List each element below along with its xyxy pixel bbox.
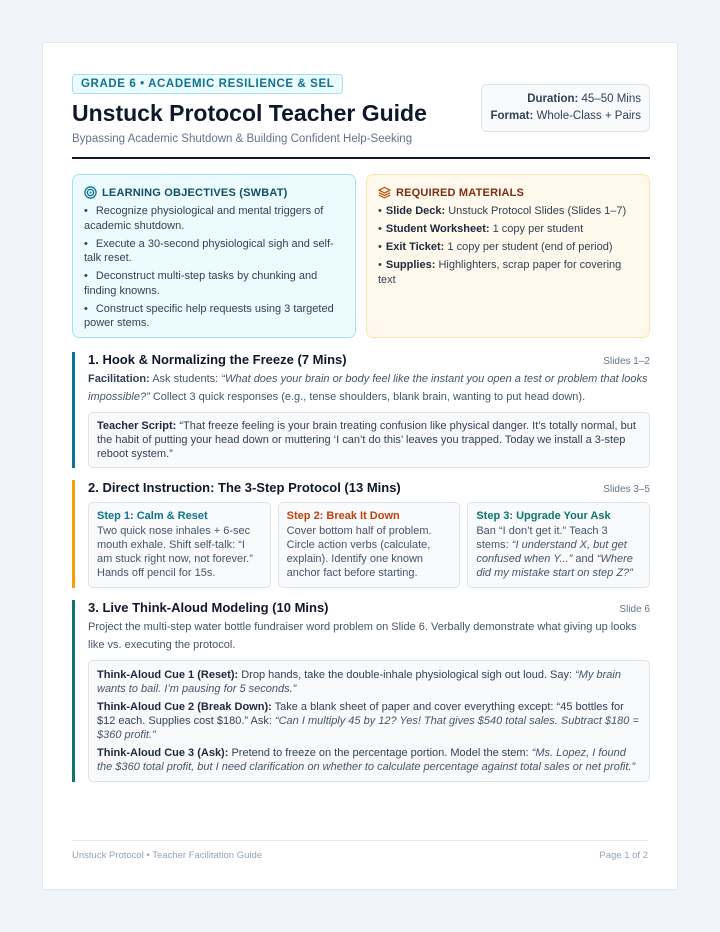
think-aloud-cues-box bbox=[88, 660, 650, 782]
cue-quote: “Ms. Lopez, I found the $360 total profit, but I need clarification on whether to calculate percentage against total sales or net profit.” bbox=[97, 747, 636, 773]
material-label: Slide Deck: bbox=[385, 205, 446, 217]
page-number: Page 1 of 2 bbox=[599, 850, 648, 861]
teacher-script-text: “That freeze feeling is your brain treating confusion like physical danger. It’s totally normal, but the habit of putting your head down or muttering ‘I can’t do this’ leaves you trapped. Today we install a 3-step reboot system.” bbox=[97, 420, 636, 460]
material-item bbox=[378, 222, 638, 237]
page-content bbox=[72, 74, 650, 782]
cue-label: Think-Aloud Cue 1 (Reset): bbox=[97, 669, 239, 681]
format-label: Format: bbox=[490, 110, 534, 122]
document-page bbox=[42, 42, 678, 890]
material-label: Supplies: bbox=[385, 259, 436, 271]
step-body bbox=[476, 524, 641, 580]
step-title: Step 3: Upgrade Your Ask bbox=[476, 510, 611, 522]
section-title: 1. Hook & Normalizing the Freeze (7 Mins) bbox=[88, 352, 347, 367]
cue-text: Take a blank sheet of paper and cover everything except: “45 bottles for $12 each. Supplies cost $180.” Ask: bbox=[97, 701, 624, 727]
format-line bbox=[490, 108, 641, 125]
stem-quote: “Where did my mistake start on step Z?” bbox=[476, 553, 633, 579]
material-item bbox=[378, 258, 638, 287]
teacher-script-label: Teacher Script: bbox=[97, 420, 177, 432]
stem-quote: “I understand X, but get confused when Y...” bbox=[476, 539, 627, 565]
facilitation-quote: “What does your brain or body feel like the instant you open a test or problem that looks impossible?” bbox=[88, 373, 648, 403]
cue-quote: “Can I multiply 45 by 12? Yes! That gives $540 total sales. Subtract $180 = $360 profit.” bbox=[97, 715, 639, 741]
facilitation-instructions: Collect 3 quick responses (e.g., tense shoulders, blank brain, wanting to put head down). bbox=[152, 391, 586, 403]
step-body: Two quick nose inhales + 6-sec mouth exhale. Shift self-talk: “I am stuck right now, not forever.” Hands off pencil for 15s. bbox=[97, 525, 253, 579]
step-title: Step 1: Calm & Reset bbox=[97, 510, 208, 522]
facilitation-label: Facilitation: bbox=[88, 373, 150, 385]
step-card-break-down bbox=[278, 502, 461, 588]
step-title: Step 2: Break It Down bbox=[286, 510, 400, 522]
objective-item: • Construct specific help requests using 3 targeted power stems. bbox=[84, 302, 344, 331]
footer-title: Unstuck Protocol • Teacher Facilitation Guide bbox=[72, 850, 263, 861]
material-text: Highlighters, scrap paper for covering text bbox=[378, 259, 622, 286]
cue-text: Drop hands, take the double-inhale physiological sigh out loud. Say: bbox=[241, 669, 573, 681]
material-item bbox=[378, 240, 638, 255]
section-title: 2. Direct Instruction: The 3-Step Protocol (13 Mins) bbox=[88, 480, 401, 495]
objectives-heading bbox=[84, 186, 344, 199]
duration-line bbox=[490, 91, 641, 108]
step-body: Cover bottom half of problem. Circle action verbs (calculate, explain). Identify one known anchor fact before starting. bbox=[286, 525, 432, 579]
cue-label: Think-Aloud Cue 3 (Ask): bbox=[97, 747, 229, 759]
protocol-steps bbox=[88, 502, 650, 588]
materials-card bbox=[366, 174, 650, 338]
materials-heading-text: REQUIRED MATERIALS bbox=[396, 186, 525, 199]
lesson-meta-box bbox=[481, 84, 650, 132]
teacher-script-box bbox=[88, 412, 650, 468]
cue-label: Think-Aloud Cue 2 (Break Down): bbox=[97, 701, 272, 713]
material-label: Student Worksheet: bbox=[385, 223, 490, 235]
objectives-heading-text: LEARNING OBJECTIVES (SWBAT) bbox=[102, 186, 288, 199]
section-header bbox=[88, 352, 650, 367]
facilitation-text bbox=[88, 370, 650, 406]
think-aloud-cue bbox=[97, 668, 641, 696]
header-divider bbox=[72, 157, 650, 159]
section-header bbox=[88, 600, 650, 615]
material-text: 1 copy per student (end of period) bbox=[447, 241, 613, 253]
step-card-ask bbox=[467, 502, 650, 588]
materials-heading bbox=[378, 186, 638, 199]
section-think-aloud bbox=[72, 600, 650, 782]
duration-value: 45–50 Mins bbox=[581, 93, 641, 105]
page-title: Unstuck Protocol Teacher Guide bbox=[72, 100, 427, 126]
section-hook bbox=[72, 352, 650, 468]
think-aloud-cue bbox=[97, 700, 641, 742]
overview-cards bbox=[72, 174, 650, 338]
step-text: and bbox=[575, 553, 594, 565]
step-card-calm bbox=[88, 502, 271, 588]
duration-label: Duration: bbox=[527, 93, 579, 105]
objective-item: • Execute a 30-second physiological sigh and self-talk reset. bbox=[84, 237, 344, 266]
think-aloud-cue bbox=[97, 746, 641, 774]
section-direct-instruction bbox=[72, 480, 650, 588]
page-subtitle: Bypassing Academic Shutdown & Building Confident Help-Seeking bbox=[72, 133, 413, 145]
section-slides: Slides 3–5 bbox=[603, 484, 650, 495]
materials-list bbox=[378, 204, 638, 287]
section-header bbox=[88, 480, 650, 495]
header bbox=[72, 74, 650, 145]
objectives-list bbox=[84, 204, 344, 331]
material-text: Unstuck Protocol Slides (Slides 1–7) bbox=[448, 205, 627, 217]
step-text: Ban “I don’t get it.” Teach 3 stems: bbox=[476, 525, 608, 551]
grade-badge: GRADE 6 • ACADEMIC RESILIENCE & SEL bbox=[72, 74, 343, 94]
section-slides: Slides 1–2 bbox=[603, 356, 650, 367]
cue-quote: “My brain wants to bail. I’m pausing for 5 seconds.” bbox=[97, 669, 621, 695]
section-title: 3. Live Think-Aloud Modeling (10 Mins) bbox=[88, 600, 329, 615]
target-icon bbox=[84, 186, 97, 199]
objective-item: • Recognize physiological and mental triggers of academic shutdown. bbox=[84, 204, 344, 233]
format-value: Whole-Class + Pairs bbox=[536, 110, 641, 122]
cue-text: Pretend to freeze on the percentage portion. Model the stem: bbox=[231, 747, 529, 759]
section-slides: Slide 6 bbox=[619, 604, 650, 615]
objectives-card bbox=[72, 174, 356, 338]
page-footer bbox=[72, 840, 648, 861]
think-aloud-intro: Project the multi-step water bottle fundraiser word problem on Slide 6. Verbally demonstrate what giving up looks like vs. executing the protocol. bbox=[88, 621, 637, 651]
objective-item: • Deconstruct multi-step tasks by chunking and finding knowns. bbox=[84, 269, 344, 298]
material-text: 1 copy per student bbox=[492, 223, 584, 235]
layers-icon bbox=[378, 186, 391, 199]
facilitation-prompt: Ask students: bbox=[152, 373, 219, 385]
material-label: Exit Ticket: bbox=[385, 241, 445, 253]
material-item bbox=[378, 204, 638, 219]
